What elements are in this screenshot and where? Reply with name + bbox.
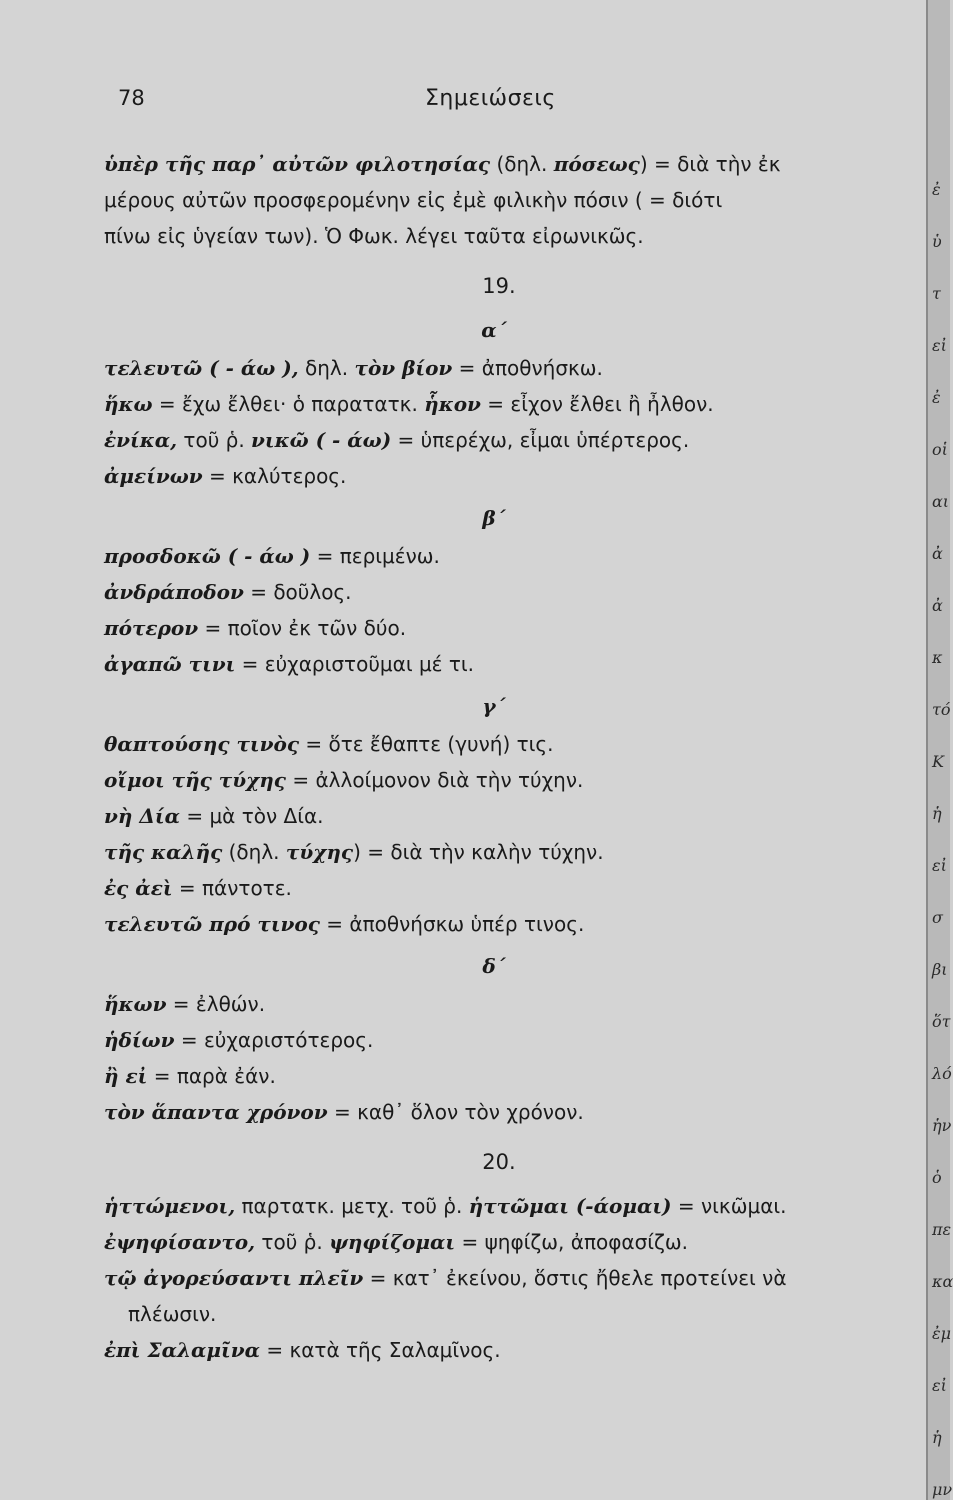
term: νὴ Δία — [104, 804, 180, 828]
text-line — [104, 1188, 874, 1224]
edge-fragment: Κ — [932, 752, 944, 771]
edge-fragment: μν — [932, 1480, 953, 1499]
running-title: Σημειώσεις — [425, 86, 556, 111]
text-line — [104, 1094, 874, 1130]
gloss: = νικῶμαι. — [671, 1194, 787, 1218]
subsection-label: δ΄ — [482, 954, 506, 978]
term: πότερον — [104, 616, 199, 640]
edge-fragment: ἐμ — [932, 1324, 951, 1343]
text-line — [104, 182, 874, 218]
text-line — [104, 906, 874, 942]
edge-fragment: τ — [932, 284, 941, 303]
edge-fragment: σ — [932, 908, 943, 927]
term: τὸν ἅπαντα χρόνον — [104, 1100, 328, 1124]
term: ἀγαπῶ τινι — [104, 652, 236, 676]
term: οἴμοι τῆς τύχης — [104, 768, 286, 792]
gloss: τοῦ ῥ. — [255, 1230, 330, 1254]
edge-fragment: κ — [932, 648, 943, 667]
term: τελευτῶ ( - άω ), — [104, 356, 299, 380]
term: τελευτῶ πρό τινος — [104, 912, 320, 936]
term: ἡδίων — [104, 1028, 175, 1052]
text-line — [104, 458, 874, 494]
gloss: = ψηφίζω, ἀποφασίζω. — [455, 1230, 689, 1254]
edge-fragment: οἱ — [932, 440, 948, 459]
gloss: = ἀλλοίμονον διὰ τὴν τύχην. — [285, 768, 584, 792]
text-line — [104, 1058, 874, 1094]
gloss: πίνω εἰς ὑγείαν των). Ὁ Φωκ. λέγει ταῦτα εἰρωνικῶς. — [104, 224, 644, 248]
edge-fragment: ἀ — [932, 596, 943, 615]
text-line — [104, 834, 874, 870]
term: θαπτούσης τινὸς — [104, 732, 299, 756]
gloss: = καλύτερος. — [202, 464, 347, 488]
term: ἧκον — [424, 392, 481, 416]
edge-fragment: εἰ — [932, 1376, 947, 1395]
term: ὑπὲρ τῆς παρ᾽ αὐτῶν φιλοτησίας — [104, 152, 491, 176]
gloss: = περιμένω. — [310, 544, 440, 568]
gloss: (δηλ. — [222, 840, 286, 864]
edge-fragment: ὁ — [932, 1168, 942, 1187]
subsection-label: γ΄ — [482, 694, 506, 718]
text-line — [104, 218, 874, 254]
text-line — [104, 146, 874, 182]
gloss: = ἐλθών. — [166, 992, 266, 1016]
gloss: = ἀποθνήσκω ὑπέρ τινος. — [319, 912, 585, 936]
gloss: = παρὰ ἐάν. — [147, 1064, 276, 1088]
text-line — [104, 870, 874, 906]
term: ψηφίζομαι — [329, 1230, 456, 1254]
section-number: 19. — [482, 274, 516, 298]
gloss: = ὅτε ἔθαπτε (γυνή) τις. — [299, 732, 554, 756]
subsection-label: β΄ — [482, 506, 506, 530]
term: νικῶ ( - άω) — [251, 428, 392, 452]
gloss: = δοῦλος. — [243, 580, 352, 604]
term: ἥκων — [104, 992, 167, 1016]
gloss: = κατὰ τῆς Σαλαμῖνος. — [259, 1338, 501, 1362]
edge-fragment: πε — [932, 1220, 952, 1239]
term: προσδοκῶ ( - άω ) — [104, 544, 311, 568]
text-line — [104, 798, 874, 834]
text-line — [104, 538, 874, 574]
section-number: 20. — [482, 1150, 516, 1174]
text-line — [104, 1260, 874, 1296]
term: ἐς ἀεὶ — [104, 876, 173, 900]
text-line — [104, 762, 874, 798]
gloss: δηλ. — [298, 356, 355, 380]
term: ἢ εἰ — [104, 1064, 148, 1088]
gloss: = εἶχον ἔλθει ἢ ἦλθον. — [480, 392, 714, 416]
term: ἀμείνων — [104, 464, 203, 488]
term: τύχης — [285, 840, 354, 864]
gloss: = εὐχαριστοῦμαι μέ τι. — [235, 652, 474, 676]
text-line — [104, 646, 874, 682]
edge-fragment: λό — [932, 1064, 952, 1083]
term: τὸν βίον — [354, 356, 453, 380]
page-header — [0, 86, 928, 120]
term: ἥκω — [104, 392, 153, 416]
term: τῷ ἀγορεύσαντι πλεῖν — [104, 1266, 364, 1290]
text-line — [104, 986, 874, 1022]
gloss: πλέωσιν. — [128, 1302, 217, 1326]
page-number: 78 — [118, 86, 145, 110]
gloss: ) = διὰ τὴν καλὴν τύχην. — [353, 840, 604, 864]
term: ἐψηφίσαντο, — [104, 1230, 256, 1254]
gloss: (δηλ. — [490, 152, 554, 176]
edge-fragment: τό — [932, 700, 951, 719]
text-line — [104, 574, 874, 610]
edge-fragment: βι — [932, 960, 948, 979]
edge-fragment: ὅτ — [932, 1012, 951, 1031]
edge-fragment: ἡ — [932, 804, 942, 823]
gloss: = ἀποθνήσκω. — [452, 356, 603, 380]
text-line — [104, 1224, 874, 1260]
text-line — [104, 422, 874, 458]
edge-fragment: ἐ — [932, 180, 941, 199]
gloss: τοῦ ῥ. — [177, 428, 252, 452]
edge-fragment: ὑ — [932, 232, 942, 251]
gloss: = ὑπερέχω, εἶμαι ὑπέρτερος. — [391, 428, 690, 452]
text-line — [104, 610, 874, 646]
facing-page-edge — [926, 0, 953, 1500]
notes-body — [104, 146, 874, 1368]
text-line — [104, 1332, 874, 1368]
term: ἀνδράποδον — [104, 580, 244, 604]
gloss: παρτατκ. μετχ. τοῦ ῥ. — [235, 1194, 469, 1218]
gloss: = πάντοτε. — [172, 876, 292, 900]
edge-fragment: ἐ — [932, 388, 941, 407]
term: ἡττῶμαι (-άομαι) — [468, 1194, 672, 1218]
edge-fragment: κα — [932, 1272, 953, 1291]
edge-fragment: εἰ — [932, 856, 947, 875]
gloss: = εὐχαριστότερος. — [174, 1028, 374, 1052]
term: ἡττώμενοι, — [104, 1194, 236, 1218]
edge-fragment: ἡ — [932, 1428, 942, 1447]
text-line — [104, 350, 874, 386]
edge-fragment: ἡν — [932, 1116, 952, 1135]
term: τῆς καλῆς — [104, 840, 223, 864]
term: ἐνίκα, — [104, 428, 178, 452]
text-line — [104, 726, 874, 762]
gloss: = καθ᾽ ὅλον τὸν χρόνον. — [327, 1100, 584, 1124]
edge-fragment: ἀ — [932, 544, 943, 563]
gloss: = μὰ τὸν Δία. — [179, 804, 324, 828]
text-line — [104, 1022, 874, 1058]
gloss: μέρους αὐτῶν προσφερομένην εἰς ἐμὲ φιλικὴν πόσιν ( = διότι — [104, 188, 723, 212]
subsection-label: α΄ — [481, 318, 507, 342]
edge-fragment: εἰ — [932, 336, 947, 355]
gloss: ) = διὰ τὴν ἐκ — [639, 152, 781, 176]
gloss: = ποῖον ἐκ τῶν δύο. — [198, 616, 407, 640]
gloss: = κατ᾽ ἐκείνου, ὅστις ἤθελε προτείνει νὰ — [363, 1266, 787, 1290]
gloss: = ἔχω ἔλθει· ὁ παρατατκ. — [152, 392, 425, 416]
text-line — [104, 386, 874, 422]
edge-fragment: αι — [932, 492, 950, 511]
term: πόσεως — [553, 152, 640, 176]
text-line — [104, 1296, 874, 1332]
term: ἐπὶ Σαλαμῖνα — [104, 1338, 260, 1362]
